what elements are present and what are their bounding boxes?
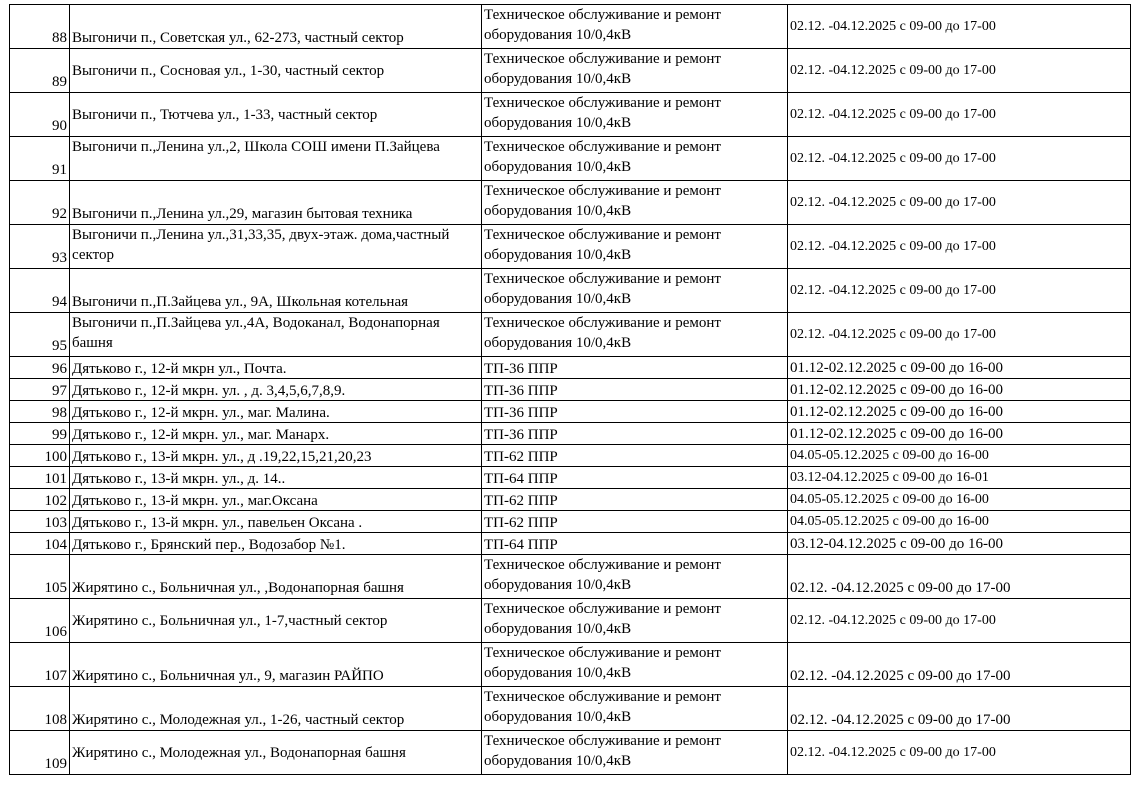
row-date: 02.12. -04.12.2025 с 09-00 до 17-00 (788, 93, 1131, 137)
row-work: Техническое обслуживание и ремонт оборудования 10/0,4кВ (482, 225, 788, 269)
row-date: 02.12. -04.12.2025 с 09-00 до 17-00 (788, 225, 1131, 269)
row-number: 109 (10, 731, 70, 775)
row-date: 02.12. -04.12.2025 с 09-00 до 17-00 (788, 269, 1131, 313)
row-address: Выгоничи п.,Ленина ул.,31,33,35, двух-этаж. дома,частный сектор (70, 225, 482, 269)
row-date: 01.12-02.12.2025 с 09-00 до 16-00 (788, 379, 1131, 401)
row-date: 04.05-05.12.2025 с 09-00 до 16-00 (788, 445, 1131, 467)
table-row (10, 445, 1131, 467)
table-row (10, 269, 1131, 313)
row-address: Дятьково г., Брянский пер., Водозабор №1. (70, 533, 482, 555)
table-row (10, 489, 1131, 511)
row-number: 96 (10, 357, 70, 379)
row-work: Техническое обслуживание и ремонт оборудования 10/0,4кВ (482, 687, 788, 731)
row-number: 89 (10, 49, 70, 93)
row-date: 01.12-02.12.2025 с 09-00 до 16-00 (788, 423, 1131, 445)
row-date: 02.12. -04.12.2025 с 09-00 до 17-00 (788, 49, 1131, 93)
row-work: Техническое обслуживание и ремонт оборудования 10/0,4кВ (482, 137, 788, 181)
row-address: Выгоничи п., Тютчева ул., 1-33, частный сектор (70, 93, 482, 137)
row-date: 02.12. -04.12.2025 с 09-00 до 17-00 (788, 313, 1131, 357)
row-address: Жирятино с., Больничная ул., 9, магазин РАЙПО (70, 643, 482, 687)
row-address: Выгоничи п.,Ленина ул.,2, Школа СОШ имени П.Зайцева (70, 137, 482, 181)
row-number: 102 (10, 489, 70, 511)
row-work: Техническое обслуживание и ремонт оборудования 10/0,4кВ (482, 181, 788, 225)
row-work: Техническое обслуживание и ремонт оборудования 10/0,4кВ (482, 269, 788, 313)
row-address: Жирятино с., Молодежная ул., Водонапорная башня (70, 731, 482, 775)
row-address: Жирятино с., Больничная ул., 1-7,частный сектор (70, 599, 482, 643)
row-work: ТП-64 ППР (482, 533, 788, 555)
row-address: Дятьково г., 12-й мкрн. ул. , д. 3,4,5,6,7,8,9. (70, 379, 482, 401)
row-address: Дятьково г., 13-й мкрн. ул., д .19,22,15,21,20,23 (70, 445, 482, 467)
outage-schedule-table (9, 4, 1131, 775)
table-row (10, 511, 1131, 533)
table-row (10, 687, 1131, 731)
table-row (10, 5, 1131, 49)
row-number: 94 (10, 269, 70, 313)
row-address: Дятьково г., 12-й мкрн ул., Почта. (70, 357, 482, 379)
table-row (10, 225, 1131, 269)
row-number: 90 (10, 93, 70, 137)
row-address: Выгоничи п., Советская ул., 62-273, частный сектор (70, 5, 482, 49)
row-work: Техническое обслуживание и ремонт оборудования 10/0,4кВ (482, 599, 788, 643)
row-number: 105 (10, 555, 70, 599)
row-address: Жирятино с., Больничная ул., ,Водонапорная башня (70, 555, 482, 599)
row-work: ТП-62 ППР (482, 445, 788, 467)
row-date: 04.05-05.12.2025 с 09-00 до 16-00 (788, 511, 1131, 533)
row-date: 02.12. -04.12.2025 с 09-00 до 17-00 (788, 555, 1131, 599)
table-row (10, 379, 1131, 401)
table-row (10, 555, 1131, 599)
row-number: 99 (10, 423, 70, 445)
row-number: 103 (10, 511, 70, 533)
row-number: 101 (10, 467, 70, 489)
row-date: 02.12. -04.12.2025 с 09-00 до 17-00 (788, 137, 1131, 181)
row-date: 03.12-04.12.2025 с 09-00 до 16-01 (788, 467, 1131, 489)
row-number: 97 (10, 379, 70, 401)
table-row (10, 643, 1131, 687)
row-work: ТП-36 ППР (482, 401, 788, 423)
row-number: 104 (10, 533, 70, 555)
row-date: 02.12. -04.12.2025 с 09-00 до 17-00 (788, 731, 1131, 775)
table-row (10, 93, 1131, 137)
row-work: ТП-64 ППР (482, 467, 788, 489)
table-row (10, 313, 1131, 357)
row-work: Техническое обслуживание и ремонт оборудования 10/0,4кВ (482, 555, 788, 599)
row-work: ТП-36 ППР (482, 357, 788, 379)
row-date: 02.12. -04.12.2025 с 09-00 до 17-00 (788, 5, 1131, 49)
row-date: 02.12. -04.12.2025 с 09-00 до 17-00 (788, 687, 1131, 731)
row-address: Жирятино с., Молодежная ул., 1-26, частный сектор (70, 687, 482, 731)
row-date: 01.12-02.12.2025 с 09-00 до 16-00 (788, 401, 1131, 423)
row-work: Техническое обслуживание и ремонт оборудования 10/0,4кВ (482, 731, 788, 775)
row-number: 93 (10, 225, 70, 269)
row-date: 01.12-02.12.2025 с 09-00 до 16-00 (788, 357, 1131, 379)
row-date: 03.12-04.12.2025 с 09-00 до 16-00 (788, 533, 1131, 555)
row-address: Дятьково г., 13-й мкрн. ул., д. 14.. (70, 467, 482, 489)
table-row (10, 49, 1131, 93)
row-number: 92 (10, 181, 70, 225)
row-number: 106 (10, 599, 70, 643)
row-date: 02.12. -04.12.2025 с 09-00 до 17-00 (788, 599, 1131, 643)
row-work: Техническое обслуживание и ремонт оборудования 10/0,4кВ (482, 49, 788, 93)
table-row (10, 731, 1131, 775)
row-work: ТП-36 ППР (482, 423, 788, 445)
row-address: Дятьково г., 12-й мкрн. ул., маг. Малина. (70, 401, 482, 423)
row-number: 95 (10, 313, 70, 357)
row-address: Дятьково г., 13-й мкрн. ул., маг.Оксана (70, 489, 482, 511)
row-work: Техническое обслуживание и ремонт оборудования 10/0,4кВ (482, 93, 788, 137)
table-row (10, 533, 1131, 555)
row-address: Дятьково г., 13-й мкрн. ул., павельен Оксана . (70, 511, 482, 533)
row-work: Техническое обслуживание и ремонт оборудования 10/0,4кВ (482, 313, 788, 357)
table-row (10, 357, 1131, 379)
table-row (10, 137, 1131, 181)
row-number: 91 (10, 137, 70, 181)
table-row (10, 401, 1131, 423)
table-row (10, 423, 1131, 445)
row-date: 04.05-05.12.2025 с 09-00 до 16-00 (788, 489, 1131, 511)
row-address: Дятьково г., 12-й мкрн. ул., маг. Манарх. (70, 423, 482, 445)
row-number: 108 (10, 687, 70, 731)
row-date: 02.12. -04.12.2025 с 09-00 до 17-00 (788, 643, 1131, 687)
table-row (10, 181, 1131, 225)
row-work: ТП-62 ППР (482, 511, 788, 533)
row-number: 88 (10, 5, 70, 49)
row-number: 100 (10, 445, 70, 467)
row-address: Выгоничи п., Сосновая ул., 1-30, частный сектор (70, 49, 482, 93)
table-row (10, 599, 1131, 643)
row-work: Техническое обслуживание и ремонт оборудования 10/0,4кВ (482, 643, 788, 687)
row-number: 98 (10, 401, 70, 423)
row-address: Выгоничи п.,П.Зайцева ул., 9А, Школьная котельная (70, 269, 482, 313)
row-number: 107 (10, 643, 70, 687)
row-address: Выгоничи п.,Ленина ул.,29, магазин бытовая техника (70, 181, 482, 225)
table-row (10, 467, 1131, 489)
row-work: Техническое обслуживание и ремонт оборудования 10/0,4кВ (482, 5, 788, 49)
row-work: ТП-62 ППР (482, 489, 788, 511)
row-date: 02.12. -04.12.2025 с 09-00 до 17-00 (788, 181, 1131, 225)
row-address: Выгоничи п.,П.Зайцева ул.,4А, Водоканал, Водонапорная башня (70, 313, 482, 357)
row-work: ТП-36 ППР (482, 379, 788, 401)
